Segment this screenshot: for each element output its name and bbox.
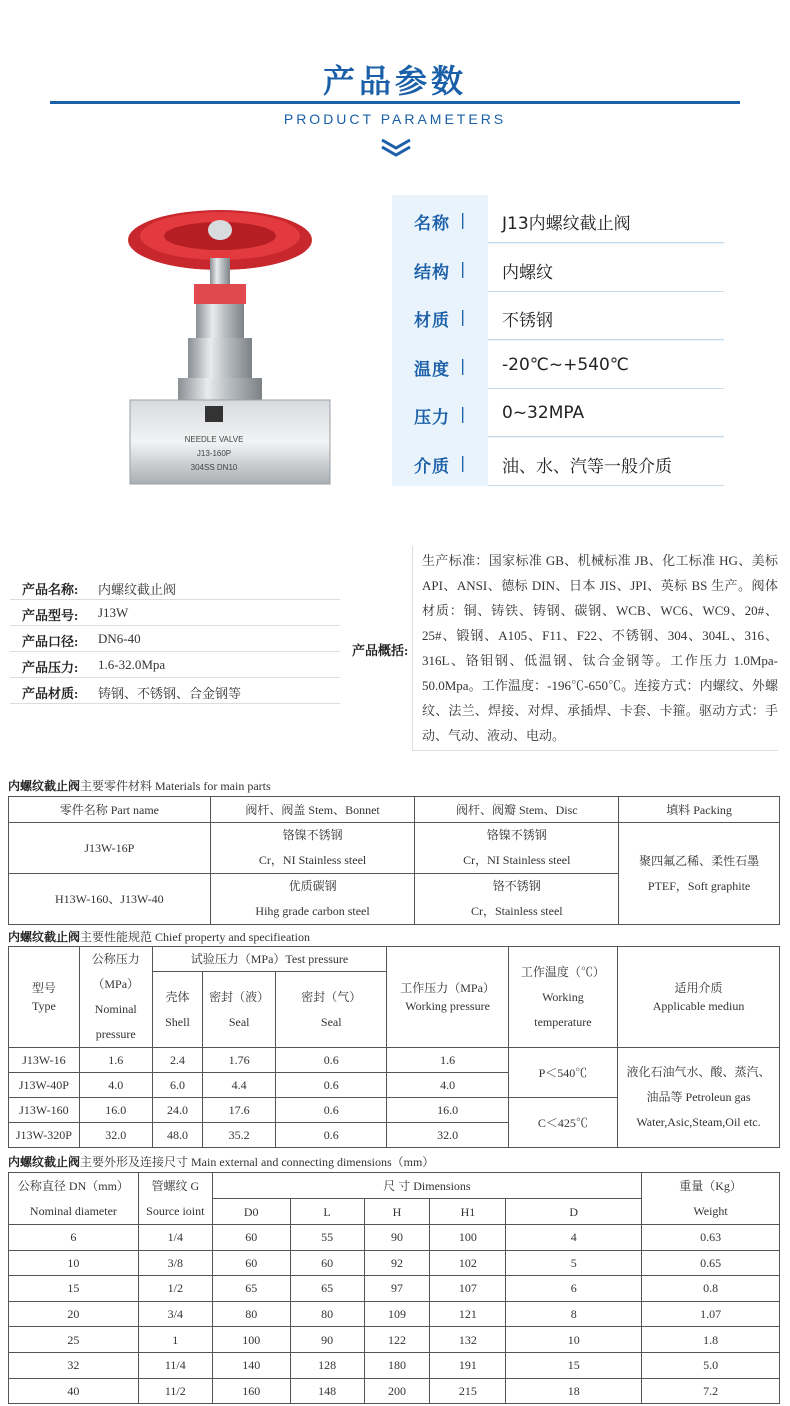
separator-bar-icon: | [460, 210, 466, 229]
cell-line: PTEF，Soft graphite [647, 878, 751, 893]
cell-seal-g: 0.6 [276, 1048, 387, 1073]
info-label: 产品材质: [22, 686, 79, 701]
param-value: J13内螺纹截止阀 [488, 195, 724, 243]
table-cell: 6 [506, 1276, 642, 1302]
th-packing: 填料 Packing [619, 797, 780, 823]
cell-line: 聚四氟乙稀、柔性石墨 [639, 853, 760, 868]
materials-caption-bold: 内螺纹截止阀 [8, 779, 81, 793]
materials-caption-rest: 主要零件材料 Materials for main parts [80, 779, 271, 793]
table-cell: 140 [212, 1352, 290, 1378]
table-row [9, 1327, 780, 1353]
table-row [9, 1301, 780, 1327]
table-cell: 8 [506, 1301, 642, 1327]
th-nominal-diameter [9, 1173, 139, 1225]
table-cell: 10 [506, 1327, 642, 1353]
cell-line: pressure [95, 1027, 136, 1041]
packing-cell [619, 823, 780, 925]
table-cell: 121 [430, 1301, 506, 1327]
cell-line: temperature [534, 1014, 592, 1029]
cell-type: J13W-320P [9, 1123, 80, 1148]
stem-disc-cell [415, 823, 619, 874]
cell-seal-g: 0.6 [276, 1123, 387, 1148]
table-cell: 107 [430, 1276, 506, 1302]
cell-line: Cr，NI Stainless steel [463, 853, 571, 867]
cell-line: 密封（气） [301, 989, 362, 1004]
summary-border-left [412, 546, 413, 750]
table-cell: 0.8 [642, 1276, 780, 1302]
table-cell: 3/4 [138, 1301, 212, 1327]
cell-line: 油品等 Petroleun gas [646, 1090, 751, 1104]
cell-working: 1.6 [387, 1048, 508, 1073]
table-row [9, 1276, 780, 1302]
cell-working: 16.0 [387, 1098, 508, 1123]
param-value: 内螺纹 [488, 244, 724, 292]
table-cell: 1/4 [138, 1225, 212, 1251]
table-cell: 122 [364, 1327, 430, 1353]
table-cell: 100 [212, 1327, 290, 1353]
table-cell: 1 [138, 1327, 212, 1353]
cell-line: 铬镍不锈钢 [486, 828, 547, 842]
th-stem-disc: 阀杆、阀瓣 Stem、Disc [415, 797, 619, 823]
table-cell: 11/2 [138, 1378, 212, 1404]
table-cell: 6 [9, 1225, 139, 1251]
th-working-pressure [387, 947, 508, 1048]
th-source-joint [138, 1173, 212, 1225]
info-label: 产品名称: [22, 582, 79, 597]
table-row [9, 1048, 780, 1073]
cell-shell: 24.0 [152, 1098, 203, 1123]
table-cell: 7.2 [642, 1378, 780, 1404]
table-row [9, 1352, 780, 1378]
cell-line: 铬不锈钢 [492, 879, 541, 893]
summary-label: 产品概括: [352, 643, 409, 658]
th-seal-liquid [203, 972, 276, 1048]
table-cell: 60 [290, 1250, 364, 1276]
th-working-temperature [508, 947, 617, 1048]
cell-working: 32.0 [387, 1123, 508, 1148]
param-label: 材质 [414, 311, 450, 331]
summary-border-bottom [412, 750, 778, 751]
table-cell: 1.8 [642, 1327, 780, 1353]
table-cell: 25 [9, 1327, 139, 1353]
info-label: 产品口径: [22, 634, 79, 649]
table-cell: 65 [212, 1276, 290, 1302]
table-cell: 15 [9, 1276, 139, 1302]
table-cell: 132 [430, 1327, 506, 1353]
cell-line: 公称直径 DN（mm） [17, 1178, 129, 1193]
valve-model-marking: J13-160P [196, 449, 232, 458]
separator-bar-icon: | [460, 404, 466, 423]
dimensions-caption-bold: 内螺纹截止阀 [8, 1155, 81, 1169]
summary-text: 生产标准：国家标准 GB、机械标准 JB、化工标准 HG、美标 API、ANSI、德标 DIN、日本 JIS、JPI、英标 BS 生产。阀体材质：铜、铸铁、铸钢、碳钢、WCB、WC6、WC9、20#、25#、锻钢、A105、F11、F22、不锈钢、304、304L、316、316L、铬钼钢、低温钢、钛合金钢等。工作压力 1.0Mpa-50.0Mpa。工作温度：-196℃-650℃。连接方式：内螺纹、外螺纹、法兰、焊接、对焊、承插焊、卡套、卡箍。驱动方式：手动、气动、液动、电动。 [422, 553, 778, 743]
cell-line: 铬镍不锈钢 [282, 828, 343, 842]
table-cell: 180 [364, 1352, 430, 1378]
cell-line: 壳体 [165, 989, 190, 1004]
param-row [392, 195, 724, 243]
cell-type: J13W-16 [9, 1048, 80, 1073]
cell-line: （MPa） [92, 977, 140, 991]
cell-medium [618, 1048, 780, 1148]
th-stem-bonnet: 阀杆、阀盖 Stem、Bonnet [210, 797, 415, 823]
param-value: -20℃~+540℃ [488, 341, 724, 389]
page-subtitle: PRODUCT PARAMETERS [283, 111, 507, 127]
table-cell: 20 [9, 1301, 139, 1327]
table-cell: 15 [506, 1352, 642, 1378]
th-dim-col: H [364, 1199, 430, 1225]
th-test-pressure: 试验压力（MPa）Test pressure [152, 947, 387, 972]
info-row [10, 652, 340, 678]
th-part-name: 零件名称 Part name [9, 797, 211, 823]
cell-type: J13W-40P [9, 1073, 80, 1098]
info-row [10, 678, 340, 704]
cell-nominal: 1.6 [79, 1048, 152, 1073]
table-cell: 215 [430, 1378, 506, 1404]
cell-line: Water,Asic,Steam,Oil etc. [636, 1115, 761, 1129]
table-cell: 92 [364, 1250, 430, 1276]
param-value: 不锈钢 [488, 292, 724, 340]
table-cell: 191 [430, 1352, 506, 1378]
cell-seal-l: 1.76 [203, 1048, 276, 1073]
table-cell: 5 [506, 1250, 642, 1276]
info-value: DN6-40 [98, 631, 141, 646]
cell-seal-g: 0.6 [276, 1098, 387, 1123]
cell-line: 密封（液） [209, 989, 270, 1004]
separator-bar-icon: | [460, 307, 466, 326]
table-cell: 128 [290, 1352, 364, 1378]
separator-bar-icon: | [460, 355, 466, 375]
param-row [392, 438, 724, 486]
cell-line: 工作温度（℃） [520, 964, 605, 979]
param-value: 0~32MPA [488, 389, 724, 437]
param-label: 结构 [414, 262, 450, 283]
cell-nominal: 4.0 [79, 1073, 152, 1098]
needle-valve-image [110, 190, 370, 490]
cell-line: 重量（Kg） [679, 1178, 742, 1193]
th-weight [642, 1173, 780, 1225]
cell-nominal: 16.0 [79, 1098, 152, 1123]
info-row [10, 600, 340, 626]
table-cell: 32 [9, 1352, 139, 1378]
cell-line: Weight [693, 1203, 728, 1218]
param-row [392, 389, 724, 437]
th-dim-col: D [506, 1199, 642, 1225]
stem-bonnet-cell [210, 874, 415, 925]
param-label: 名称 [414, 214, 450, 234]
table-cell: 160 [212, 1378, 290, 1404]
table-cell: 102 [430, 1250, 506, 1276]
double-chevron-down-icon [380, 138, 412, 158]
cell-line: 适用介质 [674, 981, 723, 995]
materials-table [8, 796, 780, 925]
section-header [0, 0, 790, 170]
cell-line: Cr，Stainless steel [470, 904, 563, 918]
cell-line: Seal [320, 1014, 342, 1029]
cell-working: 4.0 [387, 1073, 508, 1098]
table-row [9, 1250, 780, 1276]
valve-brand-marking: NEEDLE VALVE [184, 435, 244, 444]
table-cell: 3/8 [138, 1250, 212, 1276]
cell-shell: 48.0 [152, 1123, 203, 1148]
th-applicable-medium [618, 947, 780, 1048]
info-label: 产品型号: [22, 608, 79, 623]
th-nominal-pressure [79, 947, 152, 1048]
param-box [392, 195, 724, 486]
table-cell: 60 [212, 1250, 290, 1276]
cell-line: 工作压力（MPa） [400, 981, 495, 995]
param-label: 压力 [414, 408, 450, 428]
table-row [9, 1225, 780, 1251]
table-row [9, 1378, 780, 1404]
info-value: 内螺纹截止阀 [98, 582, 177, 597]
cell-line: Working pressure [405, 999, 490, 1013]
cell-seal-l: 4.4 [203, 1073, 276, 1098]
table-cell: 80 [212, 1301, 290, 1327]
info-row [10, 626, 340, 652]
info-row [10, 574, 340, 600]
separator-bar-icon: | [460, 258, 466, 278]
cell-line: Nominal [94, 1002, 137, 1016]
cell-line: Hihg grade carbon steel [255, 904, 370, 918]
dimensions-caption [8, 1153, 434, 1170]
cell-line: 液化石油气水、酸、蒸汽、 [626, 1065, 771, 1079]
cell-seal-l: 35.2 [203, 1123, 276, 1148]
table-cell: 1/2 [138, 1276, 212, 1302]
table-cell: 5.0 [642, 1352, 780, 1378]
dimensions-caption-rest: 主要外形及连接尺寸 Main external and connecting dimensions（mm） [80, 1155, 435, 1169]
cell-shell: 6.0 [152, 1073, 203, 1098]
table-cell: 18 [506, 1378, 642, 1404]
table-cell: 10 [9, 1250, 139, 1276]
table-cell: 109 [364, 1301, 430, 1327]
cell-line: Shell [165, 1014, 190, 1029]
param-row [392, 244, 724, 292]
table-cell: 0.65 [642, 1250, 780, 1276]
table-cell: 97 [364, 1276, 430, 1302]
table-cell: 80 [290, 1301, 364, 1327]
stem-bonnet-cell [210, 823, 415, 874]
cell-line: Applicable mediun [652, 999, 745, 1013]
info-value: 铸钢、不锈钢、合金钢等 [98, 686, 242, 701]
cell-seal-g: 0.6 [276, 1073, 387, 1098]
table-cell: 0.63 [642, 1225, 780, 1251]
param-value: 油、水、汽等一般介质 [488, 438, 724, 486]
cell-line: Nominal diameter [29, 1203, 117, 1218]
table-cell: 148 [290, 1378, 364, 1404]
dimensions-table [8, 1172, 780, 1404]
cell-line: 管螺纹 G [151, 1178, 200, 1193]
performance-table [8, 946, 780, 1148]
product-info-list [10, 574, 340, 704]
cell-nominal: 32.0 [79, 1123, 152, 1148]
materials-caption [8, 777, 271, 794]
th-dim-col: H1 [430, 1199, 506, 1225]
table-cell: 90 [290, 1327, 364, 1353]
param-row [392, 292, 724, 340]
header-divider [50, 101, 740, 104]
table-cell: 100 [430, 1225, 506, 1251]
table-cell: 11/4 [138, 1352, 212, 1378]
cell-line: 型号 [31, 981, 56, 995]
performance-caption-rest: 主要性能规范 Chief property and specifieation [80, 930, 310, 944]
table-cell: 55 [290, 1225, 364, 1251]
table-cell: 65 [290, 1276, 364, 1302]
th-dim-col: L [290, 1199, 364, 1225]
cell-line: Cr，NI Stainless steel [258, 853, 367, 867]
table-cell: 60 [212, 1225, 290, 1251]
table-cell: 200 [364, 1378, 430, 1404]
th-type [9, 947, 80, 1048]
param-row [392, 341, 724, 389]
table-cell: 90 [364, 1225, 430, 1251]
info-value: 1.6-32.0Mpa [98, 657, 166, 672]
performance-caption-bold: 内螺纹截止阀 [8, 930, 81, 944]
stem-disc-cell [415, 874, 619, 925]
th-dim-col: D0 [212, 1199, 290, 1225]
param-label: 温度 [414, 359, 450, 380]
table-cell: 4 [506, 1225, 642, 1251]
table-cell: 1.07 [642, 1301, 780, 1327]
cell-seal-l: 17.6 [203, 1098, 276, 1123]
cell-line: 优质碳钢 [288, 879, 337, 893]
cell-temperature: C＜425℃ [508, 1098, 617, 1148]
cell-line: Seal [228, 1014, 250, 1029]
page-title: 产品参数 [322, 62, 467, 100]
part-name-cell: J13W-16P [9, 823, 211, 874]
th-shell [152, 972, 203, 1048]
cell-temperature: P＜540℃ [508, 1048, 617, 1098]
cell-line: Working [542, 989, 584, 1004]
info-label: 产品压力: [22, 660, 79, 675]
separator-bar-icon: | [460, 452, 466, 472]
th-seal-gas [276, 972, 387, 1048]
part-name-cell: H13W-160、J13W-40 [9, 874, 211, 925]
param-label: 介质 [414, 456, 450, 477]
cell-shell: 2.4 [152, 1048, 203, 1073]
info-value: J13W [98, 605, 129, 620]
table-cell: 40 [9, 1378, 139, 1404]
cell-line: Source ioint [146, 1203, 205, 1218]
performance-caption [8, 928, 310, 945]
cell-line: Type [31, 999, 56, 1013]
th-dimensions: 尺 寸 Dimensions [212, 1173, 641, 1199]
cell-type: J13W-160 [9, 1098, 80, 1123]
valve-spec-marking: 304SS DN10 [190, 463, 238, 472]
cell-line: 公称压力 [91, 952, 140, 966]
